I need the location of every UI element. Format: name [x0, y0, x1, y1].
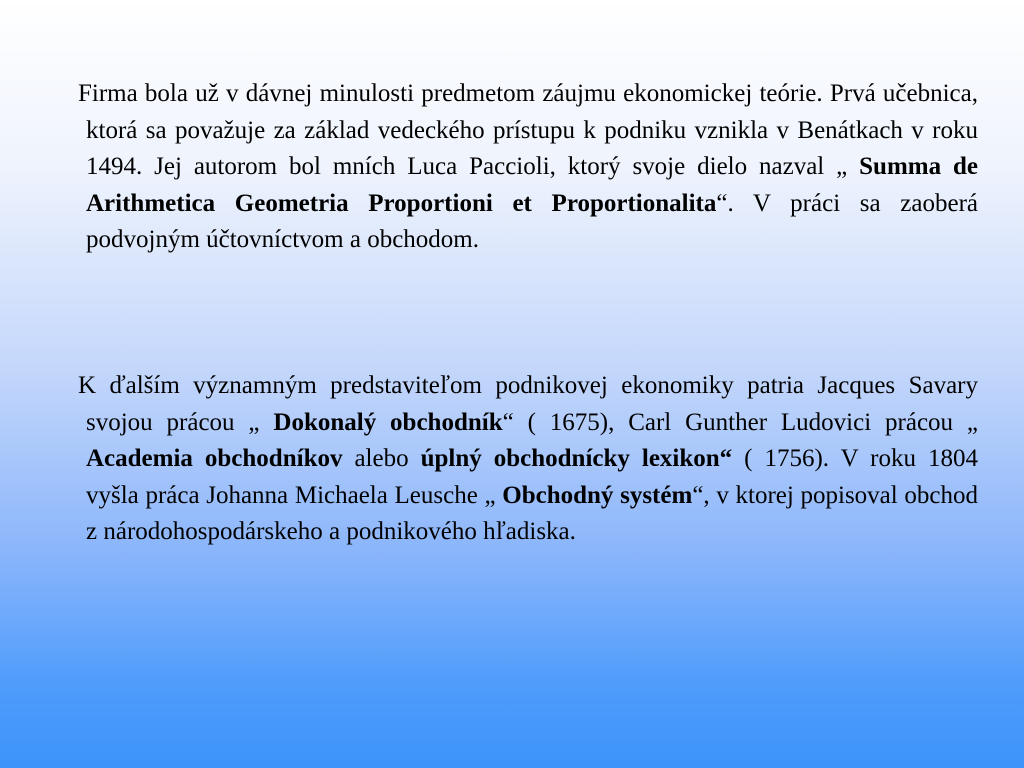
- text-segment: Firma bola už v dávnej minulosti predmetom záujmu ekonomickej teórie. Prvá učebnica, ktorá sa považuje za základ vedeckého prístupu k podniku vznikla v Benátkach v roku 1494. Jej autorom bol mních Luca Paccioli, ktorý svoje dielo nazval „: [78, 80, 978, 180]
- paragraph-representatives: [78, 368, 978, 551]
- book-title-obchodny-system: Obchodný systém: [502, 481, 693, 509]
- text-segment: “ ( 1675), Carl Gunther Ludovici prácou „: [502, 408, 978, 436]
- text-segment: “, v ktorej popisoval obchod z národohospodárskeho a podnikového hľadiska.: [86, 481, 978, 545]
- book-title-lexikon: úplný obchodnícky lexikon“: [420, 445, 733, 472]
- text-segment: K ďalším významným predstaviteľom podnikovej ekonomiky patria Jacques Savary svojou prácou „: [78, 372, 978, 436]
- book-title-academia: Academia obchodníkov: [86, 445, 343, 472]
- book-title-summa: Summa de Arithmetica Geometria Proportioni et Proportionalita: [86, 153, 978, 217]
- text-segment: alebo: [342, 445, 421, 472]
- text-segment: ( 1756). V roku 1804 vyšla práca Johanna Michaela Leusche „: [86, 445, 978, 509]
- paragraph-firma-history: [78, 76, 978, 259]
- book-title-dokonaly-obchodnik: Dokonalý obchodník: [273, 408, 503, 436]
- text-segment: “. V práci sa zaoberá podvojným účtovníctvom a obchodom.: [86, 189, 978, 253]
